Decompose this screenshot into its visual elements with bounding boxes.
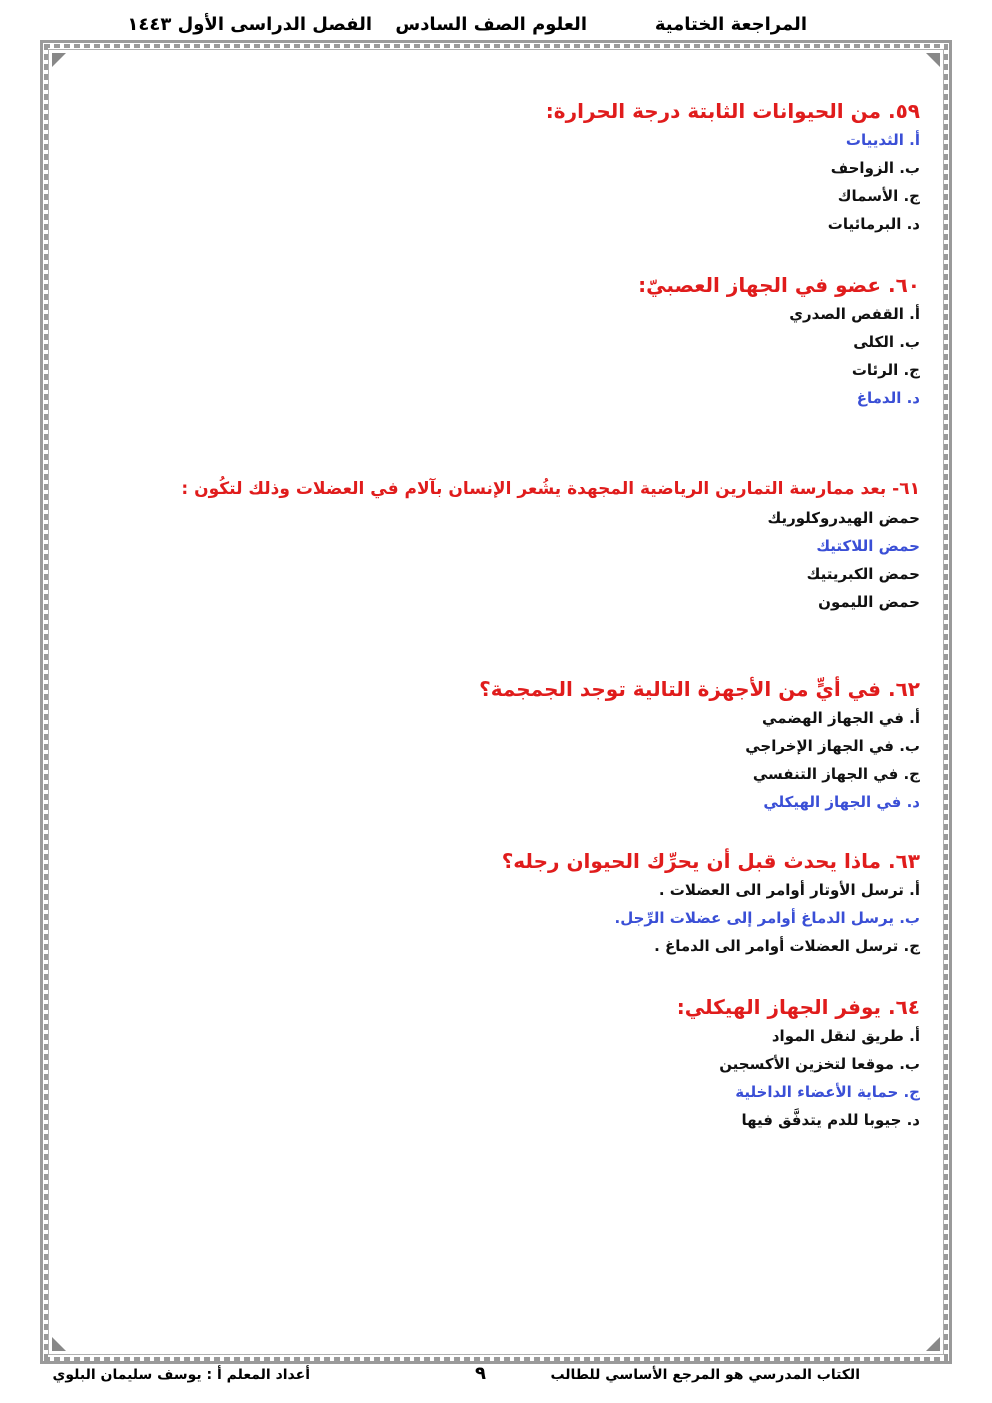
header-subject: العلوم الصف السادس bbox=[395, 14, 587, 35]
border-dashes-top bbox=[44, 44, 948, 48]
border-dashes-right bbox=[944, 44, 948, 1361]
option-correct: ب. يرسل الدماغ أوامر إلى عضلات الرِّجل. bbox=[614, 909, 920, 927]
question-62 bbox=[220, 674, 920, 816]
page-footer bbox=[0, 1363, 992, 1393]
footer-author: أعداد المعلم أ : يوسف سليمان البلوي bbox=[52, 1367, 310, 1383]
corner-ornament-br bbox=[926, 1337, 940, 1351]
border-dashes-bottom bbox=[44, 1357, 948, 1361]
question-64 bbox=[220, 992, 920, 1134]
option-correct: د. الدماغ bbox=[856, 389, 920, 407]
option-correct: د. في الجهاز الهيكلي bbox=[763, 793, 920, 811]
option: أ. القفص الصدري bbox=[789, 305, 920, 323]
option: ب. في الجهاز الإخراجي bbox=[745, 737, 920, 755]
corner-ornament-tr bbox=[926, 53, 940, 67]
option-correct: أ. الثدييات bbox=[845, 131, 920, 149]
border-dashes-left bbox=[44, 44, 48, 1361]
header-review: المراجعة الختامية bbox=[654, 14, 807, 35]
option: ب. الزواحف bbox=[830, 159, 920, 177]
corner-ornament-bl bbox=[52, 1337, 66, 1351]
option: ج. في الجهاز التنفسي bbox=[752, 765, 920, 783]
option: أ. في الجهاز الهضمي bbox=[762, 709, 920, 727]
question-title: ٥٩. من الحيوانات الثابتة درجة الحرارة: bbox=[545, 99, 920, 123]
option: حمض الهيدروكلوريك bbox=[767, 509, 920, 527]
question-title: ٦٢. في أيٍّ من الأجهزة التالية توجد الجمجمة؟ bbox=[479, 677, 920, 701]
option: ب. الكلى bbox=[853, 333, 920, 351]
footer-book-note: الكتاب المدرسي هو المرجع الأساسي للطالب bbox=[550, 1367, 860, 1383]
option: ج. ترسل العضلات أوامر الى الدماغ . bbox=[654, 937, 920, 955]
option-correct: ج. حماية الأعضاء الداخلية bbox=[735, 1083, 920, 1101]
question-61 bbox=[181, 474, 920, 616]
question-63 bbox=[220, 846, 920, 960]
option: حمض الليمون bbox=[818, 593, 920, 611]
question-title: ٦٤. يوفر الجهاز الهيكلي: bbox=[676, 995, 920, 1019]
option: أ. ترسل الأوتار أوامر الى العضلات . bbox=[658, 881, 920, 899]
option: ج. الأسماك bbox=[837, 187, 920, 205]
header-term: الفصل الدراسى الأول ١٤٤٣ bbox=[127, 14, 372, 35]
option: د. البرمائيات bbox=[827, 215, 920, 233]
option: ب. موقعا لتخزين الأكسجين bbox=[719, 1055, 920, 1073]
question-title: ٦٣. ماذا يحدث قبل أن يحرِّك الحيوان رجله؟ bbox=[501, 849, 920, 873]
question-59 bbox=[220, 96, 920, 238]
option: حمض الكبريتيك bbox=[806, 565, 920, 583]
question-title: ٦١- بعد ممارسة التمارين الرياضية المجهدة يشُعر الإنسان بآلام في العضلات وذلك لتكُون : bbox=[181, 479, 920, 499]
option: د. جيوبا للدم يتدفَّق فيها bbox=[741, 1111, 920, 1129]
question-60 bbox=[220, 270, 920, 412]
option-correct: حمض اللاكتيك bbox=[816, 537, 920, 555]
option: أ. طريق لنقل المواد bbox=[771, 1027, 920, 1045]
corner-ornament-tl bbox=[52, 53, 66, 67]
question-title: ٦٠. عضو في الجهاز العصبيّ: bbox=[638, 273, 920, 297]
option: ج. الرئات bbox=[851, 361, 920, 379]
page-header bbox=[0, 10, 992, 40]
page-number: ٩ bbox=[475, 1363, 486, 1384]
